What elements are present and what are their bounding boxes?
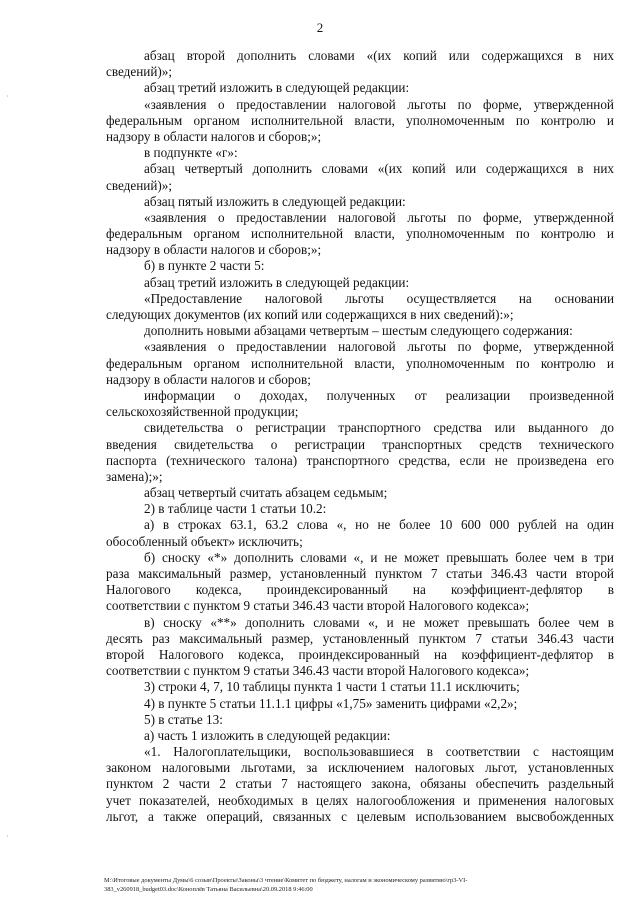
text-line: надзору в области налогов и сборов; [106, 371, 311, 387]
text-line: соответствии с пунктом 9 статьи 346.43 части второй Налогового кодекса»; [106, 663, 530, 679]
text-line: «Предоставление налоговой льготы осуществляется на основании [144, 290, 614, 306]
text-line: «1. Налогоплательщики, воспользовавшиеся в соответствии с настоящим [144, 744, 614, 760]
text-line: в подпункте «г»: [144, 145, 238, 161]
text-line: надзору в области налогов и сборов;»; [106, 128, 322, 144]
text-line: соответствии с пунктом 9 статьи 346.43 части второй Налогового кодекса»; [106, 598, 530, 614]
text-line: абзац пятый изложить в следующей редакции: [144, 193, 406, 209]
text-line: абзац второй дополнить словами «(их копий или содержащихся в них [144, 48, 614, 63]
text-line: льгот, а также операций, связанных с целевым использованием высвобожденных [106, 808, 614, 824]
file-path-footer [104, 876, 616, 894]
text-line: абзац третий изложить в следующей редакции: [144, 274, 410, 290]
text-line: дополнить новыми абзацами четвертым – шестым следующего содержания: [144, 323, 573, 339]
footer-path-line-2: 383_v260918_budget03.doc\Коноплёв Татьяна Васильевна\20.09.2018 9:46:00 [104, 886, 313, 893]
text-line: абзац четвертый считать абзацем седьмым; [144, 485, 388, 501]
text-line: 2) в таблице части 1 статьи 10.2: [144, 501, 327, 517]
text-line: второй Налогового кодекса, проиндексированный на коэффициент-дефлятор в [106, 646, 614, 662]
text-line: замена);»; [106, 468, 163, 484]
text-line: сельскохозяйственной продукции; [106, 404, 299, 420]
text-line: пунктом 2 части 2 статьи 7 настоящего закона, обязаны обеспечить раздельный [106, 776, 614, 792]
footer-path-line-1: M:\Итоговые документы Думы\6 созыв\Проекты\Законы\3 чтение\Комитет по бюджету, налогам и экономическому развитию\гр3-VI- [104, 877, 468, 884]
margin-dot: · [6, 92, 9, 101]
text-line: «заявления о предоставлении налоговой льготы по форме, утвержденной [144, 339, 614, 355]
text-line: федеральным органом исполнительной власти, уполномоченным по контролю и [106, 355, 614, 371]
text-line: в) сноску «**» дополнить словами «, и не может превышать более чем в [144, 614, 614, 630]
text-line: законом налоговыми льготами, за исключением налоговых льгот, установленных [106, 760, 614, 776]
margin-dot: · [6, 832, 9, 841]
text-line: 5) в статье 13: [144, 711, 223, 727]
text-line: 4) в пункте 5 статьи 11.1.1 цифры «1,75» заменить цифрами «2,2»; [144, 695, 518, 711]
page-number: 2 [316, 20, 324, 35]
text-line: десять раз максимальный размер, установленный пунктом 7 статьи 346.43 части [106, 630, 614, 646]
text-line: б) сноску «*» дополнить словами «, и не может превышать более чем в три [144, 549, 614, 565]
text-line: «заявления о предоставлении налоговой льготы по форме, утвержденной [144, 96, 614, 112]
text-line: введения свидетельства о регистрации транспортных средств технического [106, 436, 614, 452]
text-line: сведений)»; [106, 177, 173, 193]
text-line: сведений)»; [106, 64, 173, 80]
text-line: б) в пункте 2 части 5: [144, 258, 265, 274]
document-body [106, 48, 614, 825]
text-line: «заявления о предоставлении налоговой льготы по форме, утвержденной [144, 209, 614, 225]
text-line: Налогового кодекса, проиндексированный на коэффициент-дефлятор в [106, 582, 614, 598]
text-line: паспорта (технического талона) транспортного средства, если не произведена его [106, 452, 614, 468]
text-line: федеральным органом исполнительной власти, уполномоченным по контролю и [106, 112, 614, 128]
text-line: свидетельства о регистрации транспортного средства или выданного до [144, 420, 614, 436]
text-line: абзац третий изложить в следующей редакции: [144, 80, 410, 96]
text-line: а) часть 1 изложить в следующей редакции: [144, 727, 391, 743]
text-line: федеральным органом исполнительной власти, уполномоченным по контролю и [106, 226, 614, 242]
text-line: информации о доходах, полученных от реализации произведенной [144, 387, 614, 403]
text-line: 3) строки 4, 7, 10 таблицы пункта 1 части 1 статьи 11.1 исключить; [144, 679, 520, 695]
text-line: учет показателей, необходимых в целях налогообложения и применения налоговых [106, 792, 614, 808]
text-line: раза максимальный размер, установленный пунктом 7 статьи 346.43 части второй [106, 566, 614, 581]
text-line: надзору в области налогов и сборов;»; [106, 242, 322, 258]
text-line: абзац четвертый дополнить словами «(их копий или содержащихся в них [144, 161, 614, 177]
text-line: а) в строках 63.1, 63.2 слова «, но не более 10 600 000 рублей на один [144, 517, 614, 533]
text-line: следующих документов (их копий или содержащихся в них сведений):»; [106, 307, 514, 322]
text-line: обособленный объект» исключить; [106, 533, 303, 549]
